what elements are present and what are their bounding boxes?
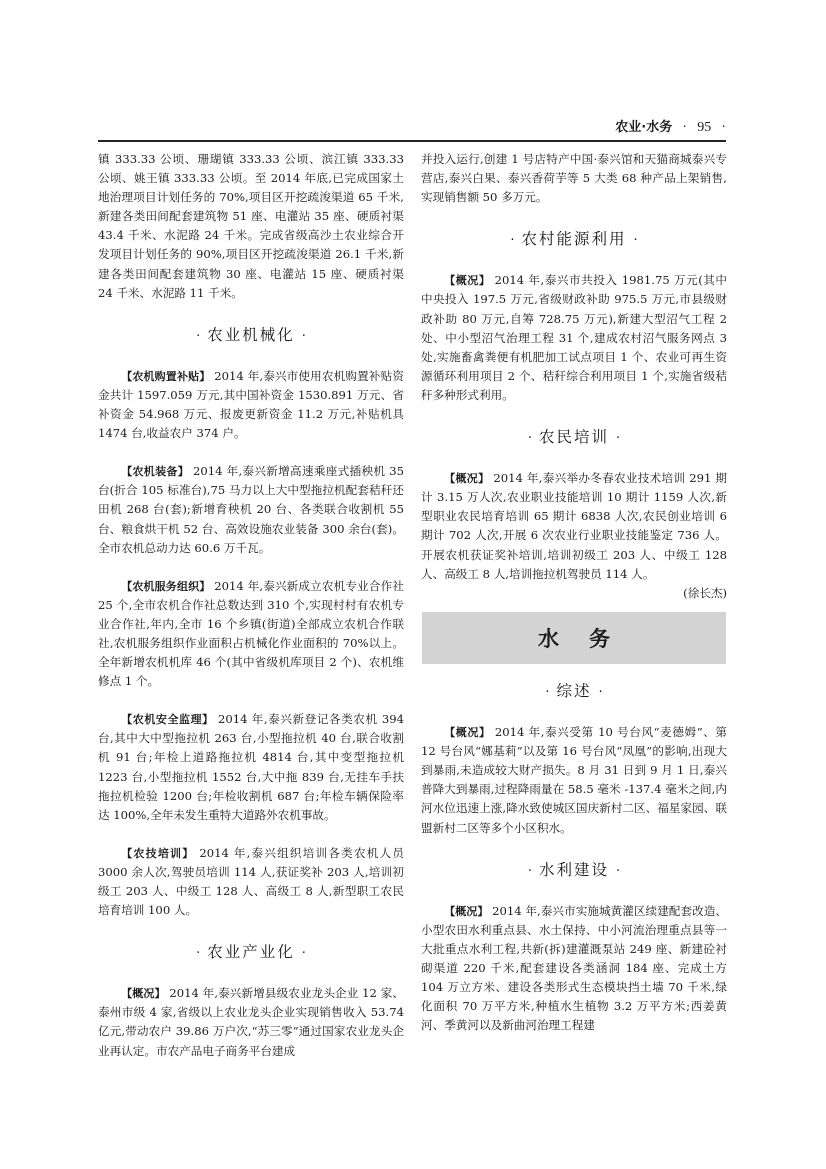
section-heading-energy: · 农村能源利用 · [510, 230, 638, 249]
section-heading-overview: · 综述 · [545, 682, 603, 700]
right-column-lower [421, 674, 727, 1035]
entry-tag: 【农机服务组织】 [121, 579, 211, 593]
section-heading-mechanization: · 农业机械化 · [196, 325, 306, 344]
section-title: 农业·水务 [615, 120, 673, 135]
paragraph: 【农机装备】 2014 年,泰兴新增高速乘座式插秧机 35 台(折合 105 标准台),75 马力以上大中型拖拉机配套秸秆还田机 268 台(套);新增育秧机 20 台、各类联合收割机 55 台、粮食烘干机 52 台、高效设施农业装备 300 余台(套)。全市农机总动力达 60.6 万千瓦。 [98, 464, 405, 555]
entry-tag: 【概况】 [121, 987, 166, 1001]
paragraph: 【农机购置补贴】 2014 年,泰兴市使用农机购置补贴资金共计 1597.059 万元,其中国补资金 1530.891 万元、省补资金 54.968 万元、报废更新资金 11.2 万元,补贴机具 1474 台,收益农户 374 户。 [98, 368, 405, 441]
paragraph: 【概况】 2014 年,泰兴新增县级农业龙头企业 12 家、泰州市级 4 家,省级以上农业龙头企业实现销售收入 53.74 亿元,带动农户 39.86 万户次,“苏三零”通过国家农业龙头企业再认定。市农产品电子商务平台建成 [98, 986, 404, 1058]
entry-tag: 【概况】 [444, 274, 491, 288]
entry-tag: 【农技培训】 [121, 846, 195, 860]
separator: · [682, 120, 688, 135]
section-heading-water-construction: · 水利建设 · [527, 860, 621, 879]
entry-tag: 【概况】 [444, 726, 491, 740]
running-header [98, 116, 726, 138]
paragraph: 【概况】 2014 年,泰兴受第 10 号台风“麦德姆”、第 12 号台风“娜基莉”以及第 16 号台风“凤凰”的影响,出现大到暴雨,未造成较大财产损失。8 月 31 日到 9 月 1 日,泰兴普降大到暴雨,过程降雨量在 58.5 毫米 -137.4 毫米之间,内河水位迅速上涨,降水致使城区国庆新村二区、福星家园、联盟新村二区等多个小区积水。 [421, 725, 728, 835]
entry-tag: 【农机安全监理】 [121, 713, 214, 727]
paragraph: 【农机安全监理】 2014 年,泰兴新登记各类农机 394 台,其中大中型拖拉机 263 台,小型拖拉机 40 台,联合收割机 91 台;年检上道路拖拉机 4814 台,其中变型拖拉机 1223 台,小型拖拉机 1552 台,大中拖 839 台,无挂车手扶拖拉机检验 1200 台;年检收割机 687 台;年检车辆保险率达 100%,全年未发生重特大道路外农机事故。 [98, 712, 405, 822]
entry-tag: 【概况】 [444, 904, 489, 918]
paragraph: 并投入运行,创建 1 号店特产中国·泰兴馆和天猫商城泰兴专营店,泰兴白果、泰兴香荷芋等 5 大类 68 种产品上架销售,实现销售额 50 多万元。 [421, 152, 727, 205]
author-signature: (徐长杰) [683, 585, 727, 600]
section-heading-industrialization: · 农业产业化 · [196, 943, 306, 962]
entry-tag: 【农机装备】 [121, 465, 190, 479]
section-heading-training: · 农民培训 · [527, 428, 621, 447]
paragraph: 【农技培训】 2014 年,泰兴组织培训各类农机人员 3000 余人次,驾驶员培训 114 人,获证奖补 203 人,培训初级工 203 人、中级工 128 人、高级工 8 人,新型职工农民培育培训 100 人。 [98, 845, 404, 918]
entry-tag: 【概况】 [444, 472, 490, 486]
paragraph: 镇 333.33 公顷、珊瑚镇 333.33 公顷、滨江镇 333.33 公顷、姚王镇 333.33 公顷。至 2014 年底,已完成国家土地治理项目计划任务的 70%,项目区开挖疏浚渠道 65 千米,新建各类田间配套建筑物 51 座、电灌站 35 座、硬质衬渠 43.4 千米、水泥路 24 千米。完成省级高沙土农业综合开发项目计划任务的 90%,项目区开挖疏浚渠道 26.1 千米,新建各类田间配套建筑物 30 座、电灌站 15 座、硬质衬渠 24 千米、水泥路 11 千米。 [98, 152, 404, 300]
entry-tag: 【农机购置补贴】 [121, 369, 211, 383]
paragraph: 【概况】 2014 年,泰兴市共投入 1981.75 万元(其中中央投入 197.5 万元,省级财政补助 975.5 万元,市县级财政补助 80 万元,自筹 728.75 万元),新建大型沼气工程 2 处、中小型沼气治理工程 31 个,建成农村沼气服务网点 3 处,实施畜禽粪便有机肥加工试点项目 1 个、农业可再生资源循环利用项目 2 个、秸秆综合利用项目 1 个,实施省级秸秆多种形式利用。 [421, 273, 728, 402]
paragraph: 【概况】 2014 年,泰兴举办冬春农业技术培训 291 期计 3.15 万人次,农业职业技能培训 10 期计 1159 人次,新型职业农民培育培训 65 期计 6838 人次,农民创业培训 6 期计 702 人次,开展 6 次农业行业职业技能鉴定 736 人。开展农机获证奖补培训,培训初级工 203 人、中级工 128 人、高级工 8 人,培训拖拉机驾驶员 114 人。 [421, 471, 727, 581]
right-column [421, 150, 727, 603]
separator-tail: · [721, 120, 726, 135]
left-column [98, 150, 404, 1061]
page-number: 95 [697, 120, 712, 135]
paragraph: 【概况】 2014 年,泰兴市实施城黄灌区续建配套改造、小型农田水利重点县、水土保持、中小河流治理重点县等一大批重点水利工程,共新(拆)建灌溉泵站 249 座、新建砼衬砌渠道 220 千米,配套建设各类涵洞 184 座、完成土方 104 万立方米、建设各类形式生态模块挡土墙 70 千米,绿化面积 70 万平方米,种植水生植物 3.2 万平方米;西姜黄河、季黄河以及新曲河治理工程建 [421, 903, 728, 1033]
paragraph: 【农机服务组织】 2014 年,泰兴新成立农机专业合作社 25 个,全市农机合作社总数达到 310 个,实现村村有农机专业合作社,年内,全市 16 个乡镇(街道)全部成立农机合作联社,农机服务组织作业面积占机械化作业面积的 70%以上。全年新增农机机库 46 个(其中省级机库项目 2 个)、农机维修点 1 个。 [98, 578, 405, 689]
chapter-banner: 水务 [422, 612, 726, 664]
header-rule [98, 140, 726, 142]
